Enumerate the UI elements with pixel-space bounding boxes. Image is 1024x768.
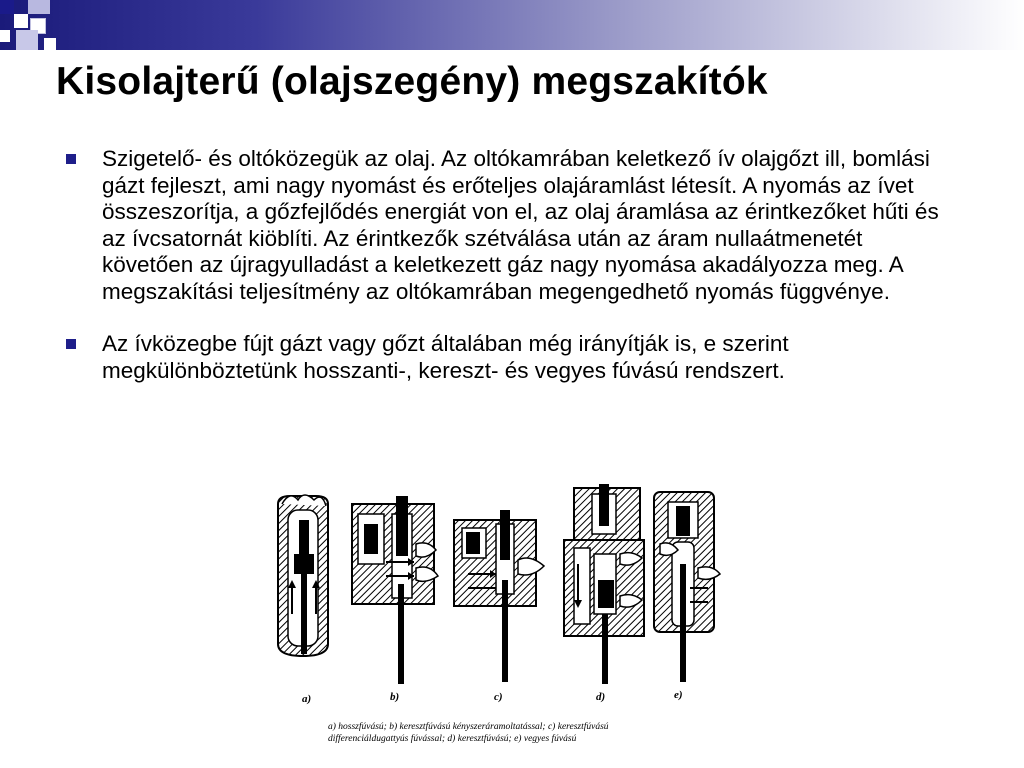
bullet-item xyxy=(64,331,944,384)
decor-square xyxy=(44,38,56,50)
bullet-list xyxy=(64,146,944,384)
variant-label-e: e) xyxy=(674,689,683,701)
square-bullet-icon xyxy=(66,339,76,349)
variant-label-c: c) xyxy=(494,691,503,703)
variant-label-b: b) xyxy=(390,691,400,703)
decor-square xyxy=(28,0,50,14)
breaker-variant-d xyxy=(564,484,644,684)
caption-line: differenciáldugattyús fúvással; d) keresztfúvású; e) vegyes fúvású xyxy=(328,733,577,744)
decor-square xyxy=(16,30,38,50)
breaker-variant-e xyxy=(654,492,720,682)
square-bullet-icon xyxy=(66,154,76,164)
header-gradient-bar xyxy=(0,0,1024,50)
bullet-text: Szigetelő- és oltóközegük az olaj. Az oltókamrában keletkező ív olajgőzt ill, bomlási gázt fejleszt, ami nagy nyomást és erőteljes olajáramlást létesít. A nyomás az ívet összeszorítja, a gőzfejlődés energiát von el, az olaj áramlása az érintkezőket hűti és az ívcsatornát kiöblíti. Az érintkezők szétválása után az áram nullaátmenetét követően az újragyulladást a keletkezett gáz nagy nyomása akadályozza meg. A megszakítási teljesítmény az oltókamrában megengedhető nyomás függvénye. xyxy=(102,146,939,304)
bullet-item xyxy=(64,146,944,305)
variant-label-d: d) xyxy=(596,691,606,703)
breaker-variant-b xyxy=(352,496,438,684)
figure-caption xyxy=(328,722,708,745)
caption-line: a) hosszfúvású; b) keresztfúvású kényszeráramoltatással; c) keresztfúvású xyxy=(328,722,609,732)
variant-label-a: a) xyxy=(302,693,312,705)
slide-title: Kisolajterű (olajszegény) megszakítók xyxy=(56,60,768,103)
decor-square xyxy=(0,30,10,42)
breaker-variant-a xyxy=(278,495,328,656)
decor-square xyxy=(0,0,14,14)
decor-square xyxy=(14,14,28,28)
circuit-breaker-diagram xyxy=(268,484,738,720)
breaker-variant-c xyxy=(454,510,544,682)
bullet-text: Az ívközegbe fújt gázt vagy gőzt általában még irányítják is, e szerint megkülönböztetünk hosszanti-, kereszt- és vegyes fúvású rendszert. xyxy=(102,331,789,383)
